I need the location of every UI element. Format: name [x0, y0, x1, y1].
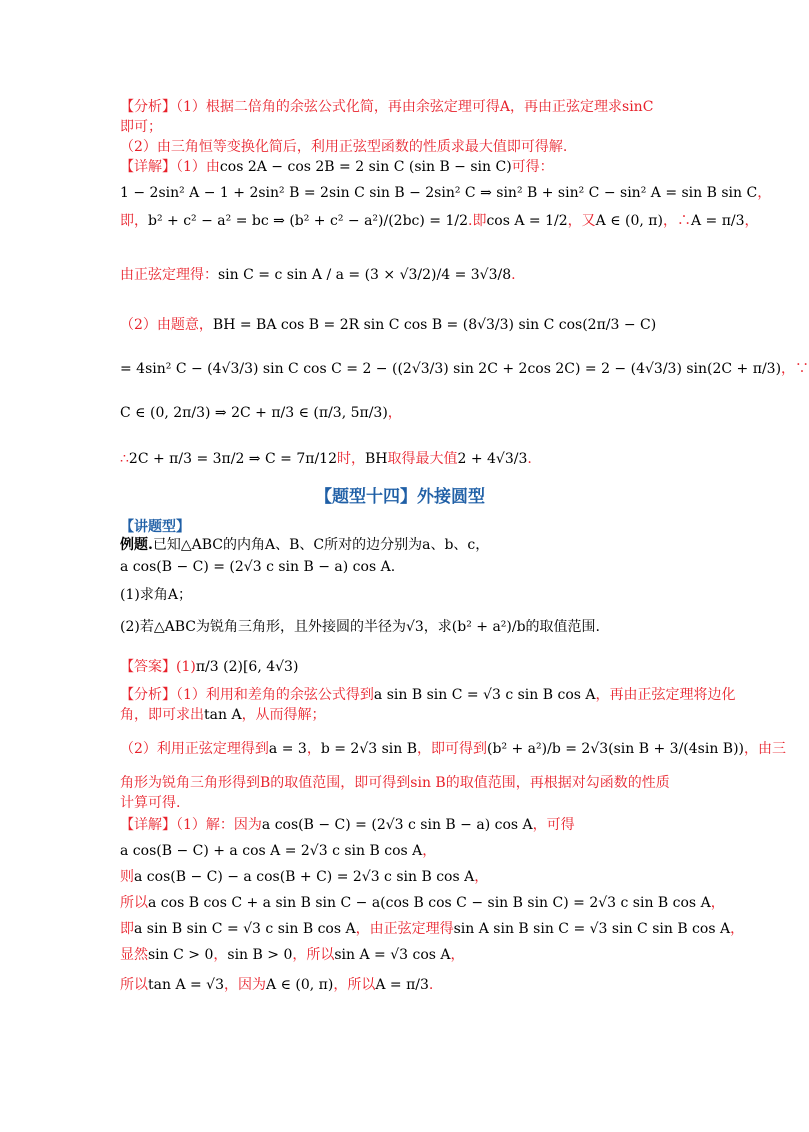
text-line: 角形为锐角三角形得到B的取值范围，即可得到sin B的取值范围，再根据对勾函数的性质: [120, 775, 670, 791]
text-line: （2）利用正弦定理得到a = 3，b = 2√3 sin B，即可得到(b² + a²)/b = 2√3(sin B + 3/(4sin B))，由三: [120, 741, 786, 757]
text-line: 则a cos(B − C) − a cos(B + C) = 2√3 c sin B cos A，: [120, 869, 489, 885]
text-line: 【分析】（1）利用和差角的余弦公式得到a sin B sin C = √3 c sin B cos A，再由正弦定理将边化: [120, 687, 736, 703]
text-line: 由正弦定理得：sin C = c sin A / a = (3 × √3/2)/4 = 3√3/8.: [120, 267, 516, 283]
text-line: 即，b² + c² − a² = bc ⇒ (b² + c² − a²)/(2bc) = 1/2.即cos A = 1/2，又A ∈ (0, π)，∴A = π/3，: [120, 213, 759, 229]
text-line: （2）由题意，BH = BA cos B = 2R sin C cos B = (8√3/3) sin C cos(2π/3 − C): [120, 317, 657, 333]
text-line: 例题.已知△ABC的内角A、B、C所对的边分别为a、b、c，: [120, 537, 490, 553]
text-line: C ∈ (0, 2π/3) ⇒ 2C + π/3 ∈ (π/3, 5π/3)，: [120, 405, 402, 421]
text-line: a cos(B − C) + a cos A = 2√3 c sin B cos A，: [120, 843, 437, 859]
text-line: 计算可得.: [120, 795, 181, 811]
text-line: (2)若△ABC为锐角三角形，且外接圆的半径为√3，求(b² + a²)/b的取值范围.: [120, 619, 601, 635]
text-line: 所以tan A = √3，因为A ∈ (0, π)，所以A = π/3.: [120, 977, 434, 993]
text-line: 所以a cos B cos C + a sin B sin C − a(cos B cos C − sin B sin C) = 2√3 c sin B cos A，: [120, 895, 725, 911]
text-line: 即可；: [120, 119, 162, 135]
section-title: 【题型十四】外接圆型: [315, 487, 485, 507]
text-line: 【答案】(1)π/3 (2)[6, 4√3): [120, 659, 299, 675]
text-line: 【详解】（1）由cos 2A − cos 2B = 2 sin C (sin B − sin C)可得：: [120, 159, 554, 175]
text-line: 即a sin B sin C = √3 c sin B cos A，由正弦定理得sin A sin B sin C = √3 sin C sin B cos A，: [120, 921, 745, 937]
text-line: (1)求角A；: [120, 587, 192, 603]
text-line: 角，即可求出tan A，从而得解；: [120, 707, 326, 723]
text-line: 【分析】（1）根据二倍角的余弦公式化简，再由余弦定理可得A，再由正弦定理求sinC: [120, 99, 654, 115]
text-line: 1 − 2sin² A − 1 + 2sin² B = 2sin C sin B − 2sin² C ⇒ sin² B + sin² C − sin² A = sin B sin C，: [120, 185, 772, 201]
text-line: 显然sin C > 0，sin B > 0，所以sin A = √3 cos A，: [120, 947, 465, 963]
text-line: 【讲题型】: [120, 519, 190, 535]
text-line: a cos(B − C) = (2√3 c sin B − a) cos A.: [120, 559, 396, 575]
text-line: ∴2C + π/3 = 3π/2 ⇒ C = 7π/12时，BH取得最大值2 + 4√3/3.: [120, 451, 532, 467]
text-line: 【详解】（1）解：因为a cos(B − C) = (2√3 c sin B − a) cos A，可得: [120, 817, 575, 833]
text-line: （2）由三角恒等变换化简后，利用正弦型函数的性质求最大值即可得解.: [120, 139, 568, 155]
text-line: = 4sin² C − (4√3/3) sin C cos C = 2 − ((2√3/3) sin 2C + 2cos 2C) = 2 − (4√3/3) sin(2C + π/3)，∵: [120, 361, 809, 377]
